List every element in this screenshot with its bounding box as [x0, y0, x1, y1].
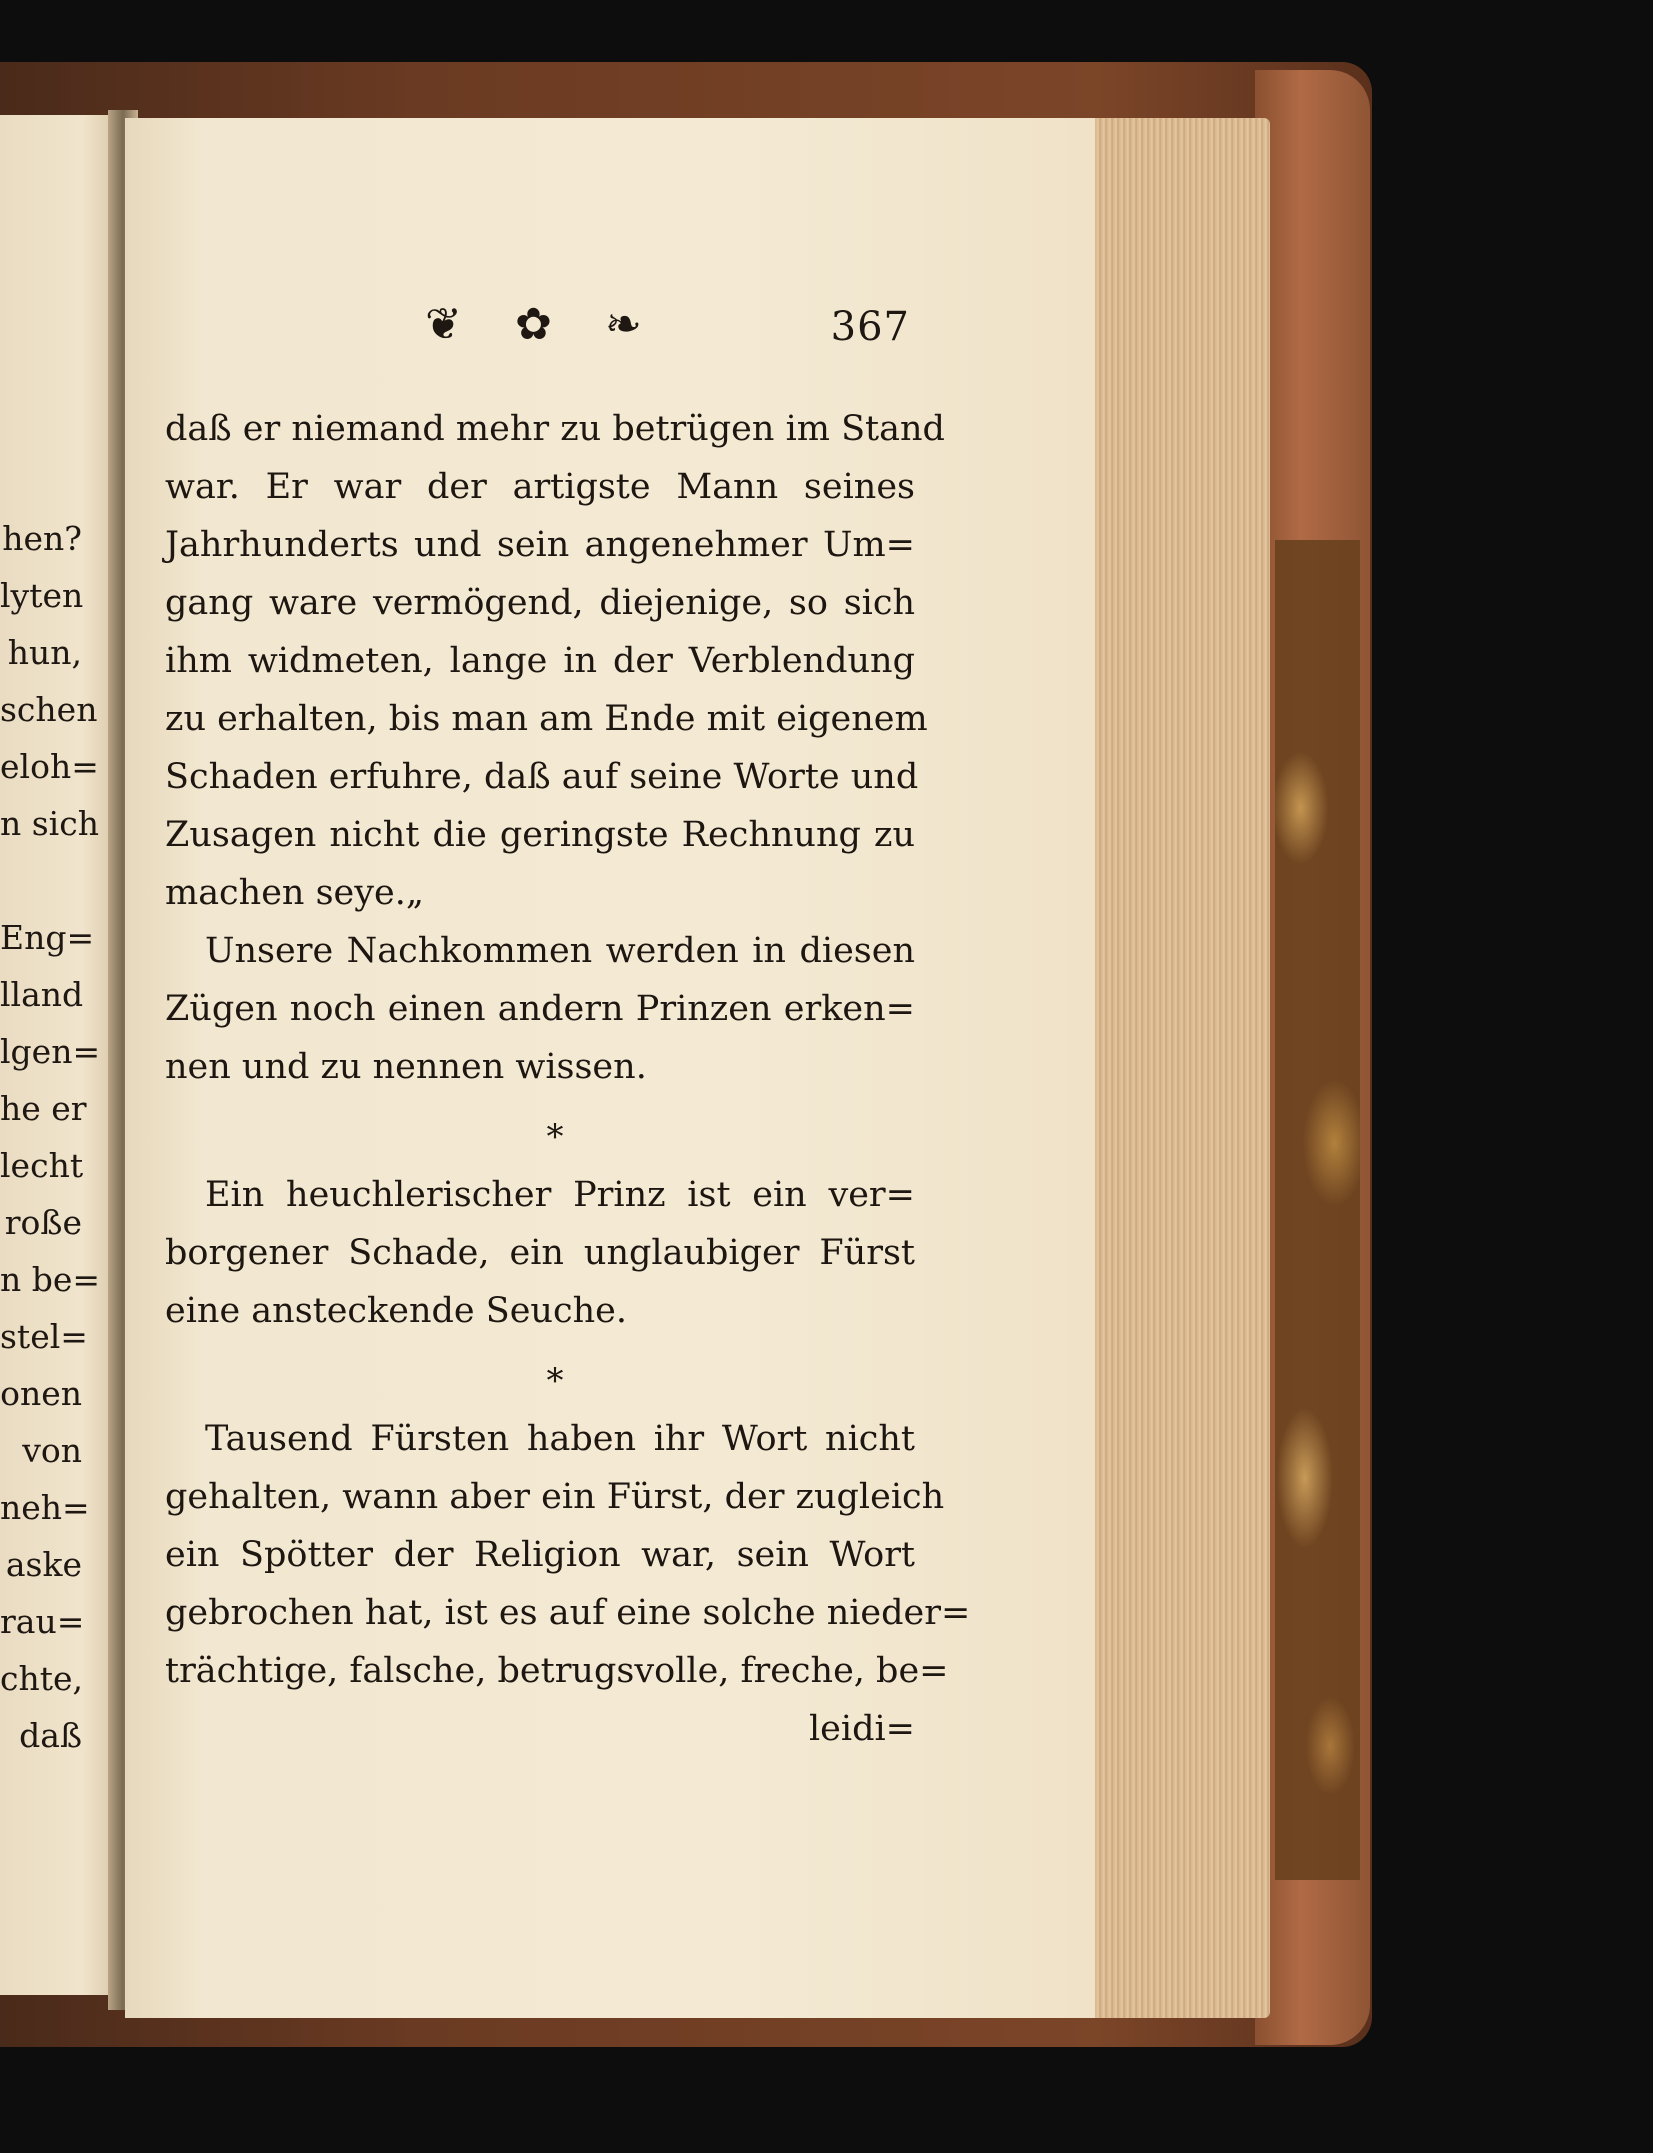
text-line: Ein heuchlerischer Prinz ist ein ver=	[205, 1175, 915, 1215]
text-line: machen seye.„	[165, 873, 424, 913]
text-line: ihm widmeten, lange in der Verblendung	[165, 641, 915, 681]
text-line: war. Er war der artigste Mann seines	[165, 467, 915, 507]
text-line: daß er niemand mehr zu betrügen im Stand	[165, 409, 945, 449]
text-line: ein Spötter der Religion war, sein Wort	[165, 1535, 915, 1575]
text-line: gang ware vermögend, diejenige, so sich	[165, 583, 915, 623]
ornament-left-icon: ❦	[425, 299, 462, 350]
left-line: n be=	[0, 1260, 101, 1299]
left-line: aske	[5, 1545, 82, 1584]
left-line: Eng=	[0, 918, 95, 957]
text-line: nen und zu nennen wissen.	[165, 1047, 647, 1087]
text-line: Tausend Fürsten haben ihr Wort nicht	[205, 1419, 915, 1459]
left-line	[0, 852, 82, 909]
text-line: gehalten, wann aber ein Fürst, der zugleich	[165, 1477, 945, 1517]
left-line: stel=	[0, 1317, 88, 1356]
marbled-board	[1275, 540, 1360, 1880]
left-line: schen	[0, 690, 98, 729]
text-line: Zusagen nicht die geringste Rechnung zu	[165, 815, 915, 855]
left-line: hun,	[7, 633, 82, 672]
catchword: leidi=	[808, 1709, 915, 1749]
section-separator: *	[546, 1117, 564, 1157]
left-line: rau=	[0, 1602, 85, 1641]
text-line: borgener Schade, ein unglaubiger Fürst	[165, 1233, 915, 1273]
text-line: Schaden erfuhre, daß auf seine Worte und	[165, 757, 919, 797]
left-line: lland	[0, 975, 84, 1014]
left-line: he er	[0, 1089, 87, 1128]
page-body	[165, 400, 971, 1758]
left-page-text	[0, 510, 101, 1764]
left-line: eloh=	[0, 747, 99, 786]
left-line: n sich	[0, 804, 99, 843]
text-line: gebrochen hat, ist es auf eine solche nieder=	[165, 1593, 971, 1633]
left-line: hen?	[2, 519, 82, 558]
left-line: chte,	[0, 1659, 84, 1698]
text-line: trächtige, falsche, betrugsvolle, freche, be=	[165, 1651, 949, 1691]
text-line: Zügen noch einen andern Prinzen erken=	[165, 989, 915, 1029]
text-line: eine ansteckende Seuche.	[165, 1291, 627, 1331]
left-line: lecht	[0, 1146, 84, 1185]
ornament-right-icon: ❧	[605, 299, 642, 350]
left-line: onen	[0, 1374, 82, 1413]
page-header	[165, 300, 910, 360]
text-line: zu erhalten, bis man am Ende mit eigenem	[165, 699, 928, 739]
left-page	[0, 115, 118, 1995]
section-separator: *	[546, 1361, 564, 1401]
page-number: 367	[830, 304, 910, 350]
left-line: lgen=	[0, 1032, 101, 1071]
left-line: roße	[4, 1203, 82, 1242]
left-line: daß	[19, 1716, 82, 1755]
left-line: lyten	[0, 576, 84, 615]
left-line: von	[22, 1431, 82, 1470]
text-line: Unsere Nachkommen werden in diesen	[205, 931, 915, 971]
ornament-center-icon: ✿	[515, 299, 552, 350]
text-line: Jahrhunderts und sein angenehmer Um=	[165, 525, 915, 565]
page-stack-edge	[1090, 118, 1270, 2018]
left-line: neh=	[0, 1488, 90, 1527]
